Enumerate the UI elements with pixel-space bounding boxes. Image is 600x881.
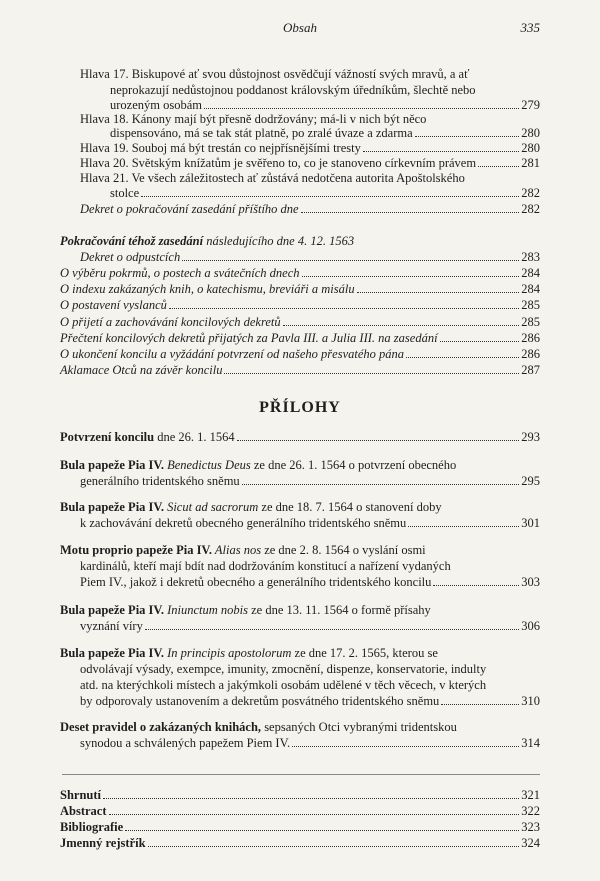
toc-line: k zachovávání dekretů obecného generálního tridentského sněmu 301 <box>80 516 540 530</box>
toc-line: O postavení vyslanců 285 <box>60 298 540 312</box>
toc-line: Bula papeže Pia IV. In principis apostolorum ze dne 17. 2. 1565, kterou se <box>60 646 438 660</box>
toc-line: Deset pravidel o zakázaných knihách, sepsaných Otci vybranými tridentskou <box>60 720 457 734</box>
toc-line: Abstract 322 <box>60 804 540 818</box>
toc-line: Jmenný rejstřík 324 <box>60 836 540 850</box>
toc-line: Bula papeže Pia IV. Sicut ad sacrorum ze dne 18. 7. 1564 o stanovení doby <box>60 500 442 514</box>
toc-line: kardinálů, kteří mají bdít nad dodržováním konstitucí a nařízení vydaných <box>80 559 451 573</box>
toc-line: by odporovaly ustanovením a dekretům posvátného tridentského sněmu 310 <box>80 694 540 708</box>
running-title: Obsah <box>283 20 317 35</box>
toc-line: Hlava 17. Biskupové ať svou důstojnost osvědčují vážností svých mravů, a ať <box>80 67 470 81</box>
toc-line: Hlava 21. Ve všech záležitostech ať zůstává nedotčena autorita Apoštolského <box>80 171 465 185</box>
toc-line: synodou a schválených papežem Piem IV. 314 <box>80 736 540 750</box>
toc-line: Dekret o odpustcích 283 <box>80 250 540 264</box>
toc-line: Motu proprio papeže Pia IV. Alias nos ze dne 2. 8. 1564 o vyslání osmi <box>60 543 426 557</box>
toc-line: Hlava 20. Světským knížatům je svěřeno to, co je stanoveno církevním právem 281 <box>80 156 540 170</box>
toc-line: Aklamace Otců na závěr koncilu 287 <box>60 363 540 377</box>
divider <box>62 774 540 775</box>
page-header <box>0 20 600 40</box>
toc-line: Bibliografie 323 <box>60 820 540 834</box>
toc-line: dispensováno, má se tak stát platně, po zralé úvaze a zdarma 280 <box>110 126 540 140</box>
toc-line: Bula papeže Pia IV. Iniunctum nobis ze dne 13. 11. 1564 o formě přísahy <box>60 603 431 617</box>
toc-line: O indexu zakázaných knih, o katechismu, breviáři a misálu 284 <box>60 282 540 296</box>
toc-line: Hlava 18. Kánony mají být přesně dodržovány; má-li v nich být něco <box>80 112 427 126</box>
toc-line: urozeným osobám 279 <box>110 98 540 112</box>
toc-line: Dekret o pokračování zasedání příštího dne 282 <box>80 202 540 216</box>
toc-line: neprokazují nedůstojnou poddanost královským úředníkům, šlechtě nebo <box>110 83 476 97</box>
toc-line: generálního tridentského sněmu 295 <box>80 474 540 488</box>
toc-line: atd. na kterýchkoli místech a jakýmkoli osobám udělené v těch věcech, v kterých <box>80 678 487 692</box>
toc-line: Přečtení koncilových dekretů přijatých za Pavla III. a Julia III. na zasedání 286 <box>60 331 540 345</box>
page-number: 335 <box>520 20 540 35</box>
toc-line: O přijetí a zachovávání koncilových dekretů 285 <box>60 315 540 329</box>
toc-line: Shrnutí 321 <box>60 788 540 802</box>
section-title: PŘÍLOHY <box>259 399 341 416</box>
toc-line: O výběru pokrmů, o postech a svátečních dnech 284 <box>60 266 540 280</box>
toc-line: stolce 282 <box>110 186 540 200</box>
toc-line: Hlava 19. Souboj má být trestán co nejpřísnějšími tresty 280 <box>80 141 540 155</box>
toc-line: odvolávají výsady, exempce, imunity, zmocnění, dispenze, konservatorie, indulty <box>80 662 487 676</box>
toc-line: vyznání víry 306 <box>80 619 540 633</box>
toc-line: Potvrzení koncilu dne 26. 1. 1564 293 <box>60 430 540 444</box>
toc-line: Piem IV., jakož i dekretů obecného a generálního tridentského koncilu 303 <box>80 575 540 589</box>
toc-line: O ukončení koncilu a vyžádání potvrzení od našeho přesvatého pána 286 <box>60 347 540 361</box>
toc-line: Bula papeže Pia IV. Benedictus Deus ze dne 26. 1. 1564 o potvrzení obecného <box>60 458 457 472</box>
toc-section-heading: Pokračování téhož zasedání následujícího dne 4. 12. 1563 <box>60 234 355 248</box>
